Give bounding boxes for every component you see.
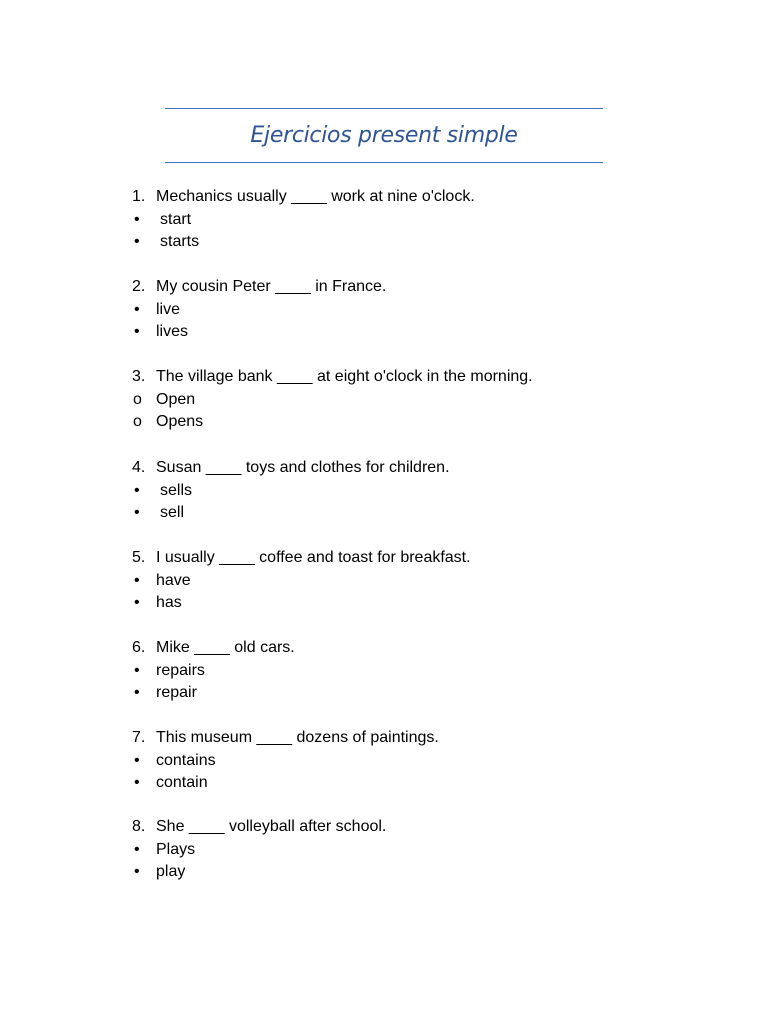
option-item [0, 231, 768, 254]
option-item [0, 592, 768, 615]
question-number: 7. [132, 729, 146, 746]
option-text: repair [156, 684, 197, 701]
option-item [0, 411, 768, 434]
option-text: lives [156, 323, 189, 340]
bullet-circle-icon: o [133, 413, 142, 430]
question-number: 3. [132, 368, 146, 385]
question-3 [0, 366, 768, 434]
option-text: Opens [156, 413, 204, 430]
question-line [0, 457, 768, 480]
question-number: 4. [132, 459, 146, 476]
bullet-circle-icon: o [133, 390, 142, 408]
option-text: play [156, 863, 186, 880]
option-item [0, 750, 768, 773]
bullet-dot-icon: • [134, 840, 140, 858]
option-item [0, 480, 768, 503]
option-text: starts [160, 233, 200, 250]
option-text: sells [160, 481, 193, 499]
option-text: has [156, 594, 182, 611]
question-text: The village bank ____ at eight o'clock in the morning. [156, 368, 533, 385]
option-text: have [156, 571, 191, 589]
question-text: This museum ____ dozens of paintings. [156, 729, 439, 746]
bullet-dot-icon: • [134, 323, 140, 340]
question-text: Susan ____ toys and clothes for children. [156, 459, 450, 476]
question-number: 5. [132, 549, 146, 566]
option-text: contain [156, 774, 208, 791]
option-item [0, 299, 768, 322]
question-4 [0, 457, 768, 525]
bullet-dot-icon: • [134, 504, 140, 521]
title-block [165, 108, 603, 163]
option-item [0, 321, 768, 344]
bullet-dot-icon: • [134, 751, 140, 769]
bullet-dot-icon: • [134, 594, 140, 611]
question-text: Mike ____ old cars. [156, 639, 295, 656]
option-item [0, 772, 768, 795]
option-text: sell [160, 504, 185, 521]
question-line [0, 366, 768, 389]
question-number: 6. [132, 639, 146, 656]
question-number: 8. [132, 818, 146, 835]
bullet-dot-icon: • [134, 571, 140, 589]
question-1 [0, 186, 768, 254]
bullet-dot-icon: • [134, 481, 140, 499]
question-text: My cousin Peter ____ in France. [156, 278, 387, 295]
question-text: I usually ____ coffee and toast for breakfast. [156, 549, 471, 566]
bullet-dot-icon: • [134, 863, 140, 880]
bullet-dot-icon: • [134, 210, 140, 228]
question-number: 1. [132, 188, 146, 205]
question-text: Mechanics usually ____ work at nine o'clock. [156, 188, 475, 205]
option-text: live [156, 300, 181, 318]
question-text: She ____ volleyball after school. [156, 818, 387, 835]
option-text: Plays [156, 840, 196, 858]
bullet-dot-icon: • [134, 233, 140, 250]
option-item [0, 660, 768, 683]
option-item [0, 570, 768, 593]
question-2 [0, 276, 768, 344]
option-text: start [160, 210, 192, 228]
question-line [0, 186, 768, 209]
question-line [0, 637, 768, 660]
option-text: contains [156, 751, 216, 769]
option-item [0, 839, 768, 862]
option-item [0, 389, 768, 412]
bullet-dot-icon: • [134, 300, 140, 318]
option-item [0, 209, 768, 232]
bullet-dot-icon: • [134, 661, 140, 679]
question-line [0, 276, 768, 299]
option-text: repairs [156, 661, 205, 679]
bullet-dot-icon: • [134, 774, 140, 791]
question-6 [0, 637, 768, 705]
option-text: Open [156, 390, 196, 408]
option-item [0, 861, 768, 884]
question-5 [0, 547, 768, 615]
question-line [0, 727, 768, 750]
question-7 [0, 727, 768, 795]
question-number: 2. [132, 278, 146, 295]
document-title: Ejercicios present simple [250, 123, 518, 148]
bullet-dot-icon: • [134, 684, 140, 701]
question-8 [0, 816, 768, 884]
question-line [0, 547, 768, 570]
question-line [0, 816, 768, 839]
option-item [0, 502, 768, 525]
option-item [0, 682, 768, 705]
